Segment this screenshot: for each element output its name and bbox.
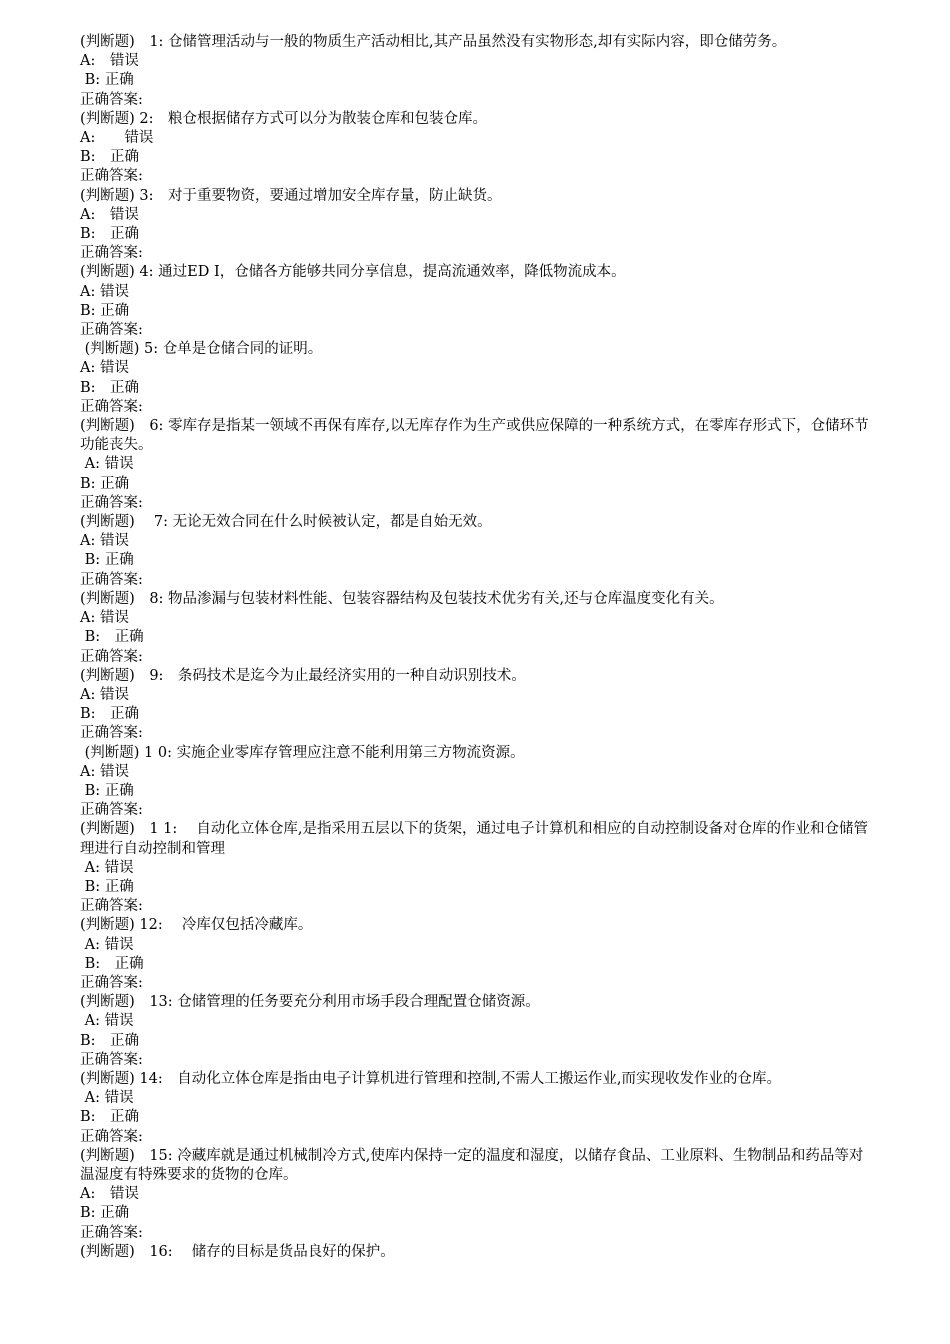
answer-label: 正确答案:	[80, 322, 143, 339]
question-block	[80, 33, 872, 110]
option-a: A: 错误	[80, 763, 129, 780]
option-a: A: 错误	[80, 456, 134, 473]
option-a: A: 错误	[80, 533, 129, 550]
question-block	[80, 744, 872, 821]
question-stem: (判断题) 16: 储存的目标是货品良好的保护。	[80, 1243, 395, 1260]
option-b: B: 正确	[80, 1032, 140, 1049]
question-block	[80, 1147, 872, 1243]
answer-label: 正确答案:	[80, 398, 143, 415]
question-block	[80, 187, 872, 264]
option-a: A: 错误	[80, 859, 134, 876]
answer-label: 正确答案:	[80, 1224, 143, 1241]
option-b: B: 正确	[80, 629, 144, 646]
question-stem: (判断题) 8: 物品渗漏与包装材料性能、包装容器结构及包装技术优劣有关,还与仓库温度变化有关。	[80, 590, 724, 607]
question-block	[80, 993, 872, 1070]
option-a: A: 错误	[80, 130, 154, 147]
question-stem: (判断题) 13: 仓储管理的任务要充分利用市场手段合理配置仓储资源。	[80, 994, 540, 1011]
option-b: B: 正确	[80, 955, 144, 972]
question-stem: (判断题) 2: 粮仓根据储存方式可以分为散装仓库和包装仓库。	[80, 110, 488, 127]
option-b: B: 正确	[80, 226, 140, 243]
option-b: B: 正确	[80, 72, 134, 89]
option-b: B: 正确	[80, 1205, 130, 1222]
question-stem: (判断题) 5: 仓单是仓储合同的证明。	[80, 341, 323, 358]
option-b: B: 正确	[80, 1109, 140, 1126]
question-block	[80, 916, 872, 993]
answer-label: 正确答案:	[80, 91, 143, 108]
option-a: A: 错误	[80, 283, 129, 300]
question-stem: (判断题) 3: 对于重要物资，要通过增加安全库存量，防止缺货。	[80, 187, 502, 204]
question-block	[80, 110, 872, 187]
question-block	[80, 1243, 872, 1262]
option-b: B: 正确	[80, 302, 130, 319]
question-stem: (判断题) 12: 冷库仅包括冷藏库。	[80, 917, 313, 934]
question-stem: (判断题) 1 1: 自动化立体仓库,是指采用五层以下的货架，通过电子计算机和相应的自动控制设备对仓库的作业和仓储管理进行自动控制和管理	[80, 821, 868, 857]
question-stem: (判断题) 1 0: 实施企业零库存管理应注意不能利用第三方物流资源。	[80, 744, 525, 761]
option-b: B: 正确	[80, 149, 140, 166]
question-document	[80, 33, 872, 1262]
answer-label: 正确答案:	[80, 802, 143, 819]
option-a: A: 错误	[80, 686, 129, 703]
question-stem: (判断题) 15: 冷藏库就是通过机械制冷方式,使库内保持一定的温度和湿度，以储存食品、工业原料、生物制品和药品等对温湿度有特殊要求的货物的仓库。	[80, 1147, 864, 1183]
question-stem: (判断题) 6: 零库存是指某一领域不再保有库存,以无库存作为生产或供应保障的一种系统方式，在零库存形式下，仓储环节功能丧失。	[80, 418, 869, 454]
question-block	[80, 1070, 872, 1147]
answer-label: 正确答案:	[80, 725, 143, 742]
question-block	[80, 820, 872, 916]
answer-label: 正确答案:	[80, 898, 143, 915]
option-a: A: 错误	[80, 936, 134, 953]
answer-label: 正确答案:	[80, 571, 143, 588]
question-stem: (判断题) 1: 仓储管理活动与一般的物质生产活动相比,其产品虽然没有实物形态,却有实际内容，即仓储劳务。	[80, 34, 787, 50]
option-b: B: 正确	[80, 706, 140, 723]
question-stem: (判断题) 14: 自动化立体仓库是指由电子计算机进行管理和控制,不需人工搬运作业,而实现收发作业的仓库。	[80, 1070, 781, 1087]
option-a: A: 错误	[80, 1090, 134, 1107]
option-b: B: 正确	[80, 379, 140, 396]
answer-label: 正确答案:	[80, 1051, 143, 1068]
question-stem: (判断题) 9: 条码技术是迄今为止最经济实用的一种自动识别技术。	[80, 667, 526, 684]
answer-label: 正确答案:	[80, 168, 143, 185]
option-a: A: 错误	[80, 53, 139, 70]
option-b: B: 正确	[80, 475, 130, 492]
question-block	[80, 513, 872, 590]
answer-label: 正确答案:	[80, 1128, 143, 1145]
question-stem: (判断题) 7: 无论无效合同在什么时候被认定，都是自始无效。	[80, 514, 492, 531]
question-block	[80, 340, 872, 417]
option-a: A: 错误	[80, 1013, 134, 1030]
question-block	[80, 263, 872, 340]
option-a: A: 错误	[80, 610, 129, 627]
answer-label: 正确答案:	[80, 648, 143, 665]
option-a: A: 错误	[80, 1186, 139, 1203]
option-b: B: 正确	[80, 878, 134, 895]
option-a: A: 错误	[80, 206, 139, 223]
answer-label: 正确答案:	[80, 245, 143, 262]
option-b: B: 正确	[80, 782, 134, 799]
option-a: A: 错误	[80, 360, 129, 377]
answer-label: 正确答案:	[80, 494, 143, 511]
question-stem: (判断题) 4: 通过ED I，仓储各方能够共同分享信息，提高流通效率，降低物流成本。	[80, 264, 626, 281]
question-block	[80, 667, 872, 744]
question-block	[80, 417, 872, 513]
question-block	[80, 590, 872, 667]
option-b: B: 正确	[80, 552, 134, 569]
answer-label: 正确答案:	[80, 974, 143, 991]
